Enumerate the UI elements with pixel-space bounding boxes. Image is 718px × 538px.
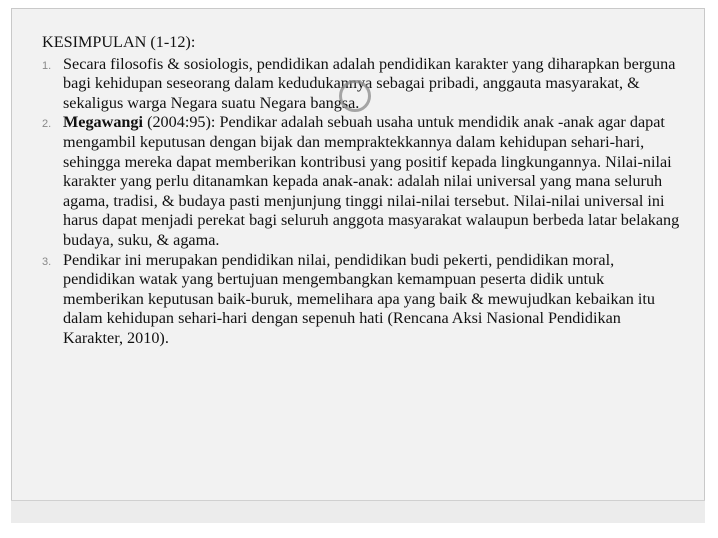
list-item-text: (2004:95): Pendikar adalah sebuah usaha untuk mendidik anak -anak agar dapat mengambil keputusan dengan bijak dan mempraktekkannya dalam kehidupan sehari-hari, sehingga mereka dapat memberikan kontribusi yang positif kepada lingkungannya. Nilai-nilai karakter yang perlu ditanamkan kepada anak-anak: adalah nilai universal yang mana seluruh agama, tradisi, & budaya pasti menjunjung tinggi nilai-nilai tersebut. Nilai-nilai universal ini harus dapat menjadi perekat bagi seluruh anggota masyarakat walaupun berbeda latar belakang budaya, suku, & agama.: [63, 113, 680, 249]
list-number: 3.: [42, 255, 52, 268]
list-item-text: Secara filosofis & sosiologis, pendidikan adalah pendidikan karakter yang diharapkan berguna bagi kehidupan seseorang dalam kedudukannya sebagai pribadi, anggauta masyarakat, & sekaligus warga Negara suatu Negara bangsa.: [63, 54, 676, 112]
list-item: [42, 251, 682, 349]
list-item: [42, 113, 682, 250]
slide-footer-bar: [11, 500, 705, 523]
slide-content: [42, 33, 682, 349]
author-name: Megawangi: [63, 113, 144, 132]
slide-heading: KESIMPULAN (1-12):: [42, 33, 196, 51]
circle-decoration-icon: [339, 80, 371, 112]
list-item-text: Pendikar ini merupakan pendidikan nilai, pendidikan budi pekerti, pendidikan moral, pendidikan watak yang bertujuan mengembangkan kemampuan peserta didik untuk memberikan keputusan baik-buruk, memelihara apa yang baik & mewujudkan kebaikan itu dalam kehidupan sehari-hari dengan sepenuh hati (Rencana Aksi Nasional Pendidikan Karakter, 2010).: [63, 250, 656, 347]
list-number: 2.: [42, 118, 52, 131]
list-item-paragraph: [63, 113, 682, 250]
list-number: 1.: [42, 59, 52, 72]
